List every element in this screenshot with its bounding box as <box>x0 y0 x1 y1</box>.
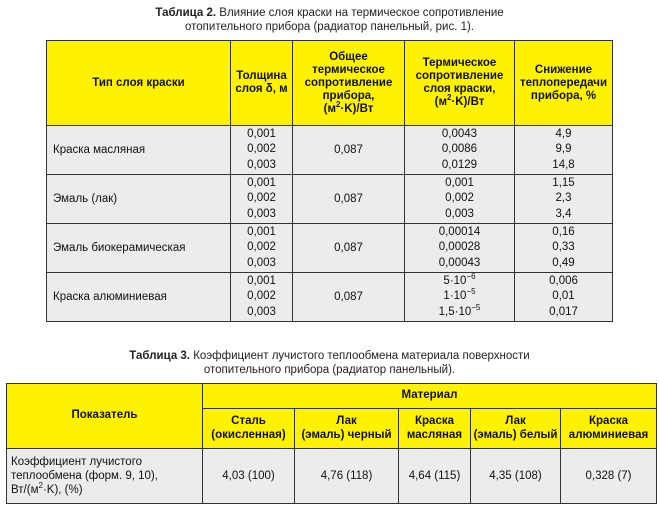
value-oil-paint: 4,64 (115) <box>399 449 471 504</box>
header-paint-resistance <box>405 41 515 126</box>
header-material-steel: Сталь (окисленная) <box>203 409 295 449</box>
header-material-oil-paint: Краска масляная <box>399 409 471 449</box>
thickness-cell: 0,001 0,002 0,003 <box>231 273 293 322</box>
paint-type-cell: Краска масляная <box>47 126 231 175</box>
paint-type-cell: Эмаль (лак) <box>47 175 231 224</box>
header-paint-line: сопротивление <box>415 70 504 82</box>
thickness-cell: 0,001 0,002 0,003 <box>231 224 293 273</box>
header-reduction-line: Снижение <box>534 63 593 76</box>
table3-caption-number: Таблица 3. <box>129 350 190 362</box>
header-paint-type: Тип слоя краски <box>47 41 231 126</box>
header-material-white-lacquer: Лак (эмаль) белый <box>471 409 561 449</box>
header-thickness-line: Толщина <box>236 70 287 82</box>
table2-header-row <box>47 41 613 126</box>
value-steel: 4,03 (100) <box>203 449 295 504</box>
table-row <box>47 126 613 175</box>
total-resistance-cell: 0,087 <box>293 224 405 273</box>
total-resistance-cell: 0,087 <box>293 175 405 224</box>
paint-resistance-cell: 0,00014 0,00028 0,00043 <box>405 224 515 273</box>
header-heat-reduction <box>515 41 613 126</box>
header-total-line: сопротивление <box>304 76 393 89</box>
table3 <box>6 383 657 504</box>
header-total-unit: $(м^2\cdot K)/Вт$ <box>323 99 374 115</box>
table-row <box>7 449 657 504</box>
reduction-cell: 4,9 9,9 14,8 <box>515 126 613 175</box>
table3-caption <box>0 349 659 377</box>
header-paint-unit: $(м^2\cdot K)/Вт$ <box>434 93 485 108</box>
header-paint-line: слоя краски, <box>423 83 496 95</box>
header-material-black-lacquer: Лак (эмаль) черный <box>295 409 399 449</box>
header-material: Материал <box>203 384 657 409</box>
table2-caption-line2: отопительного прибора (радиатор панельный, рис. 1). <box>185 21 474 33</box>
table3-caption-line2: отопительного прибора (радиатор панельный). <box>203 364 456 376</box>
thickness-cell: 0,001 0,002 0,003 <box>231 175 293 224</box>
paint-resistance-cell: 0,0043 0,0086 0,0129 <box>405 126 515 175</box>
paint-type-cell: Краска алюминиевая <box>47 273 231 322</box>
table3-caption-text: Коэффициент лучистого теплообмена материала поверхности <box>190 350 530 362</box>
total-resistance-cell: 0,087 <box>293 273 405 322</box>
header-reduction-line: прибора, % <box>530 89 597 102</box>
header-thickness <box>231 41 293 126</box>
table3-header-row <box>7 384 657 409</box>
table2-caption-number: Таблица 2. <box>155 7 217 19</box>
table2-caption-text: Влияние слоя краски на термическое сопротивление <box>216 7 504 19</box>
paint-type-cell: Эмаль биокерамическая <box>47 224 231 273</box>
header-indicator: Показатель <box>7 384 203 449</box>
header-total-resistance <box>293 41 405 126</box>
header-total-line: прибора, <box>322 89 375 102</box>
table-row <box>47 273 613 322</box>
header-paint-line: Термическое <box>422 57 497 69</box>
paint-resistance-cell: $5\cdot 10^{-6}$ $1\cdot 10^{-5}$ $1,5\cdot 10^{-5}$ <box>405 273 515 322</box>
table2 <box>46 40 613 322</box>
header-total-line: термическое <box>312 63 385 76</box>
value-black-lacquer: 4,76 (118) <box>295 449 399 504</box>
table-row <box>47 175 613 224</box>
header-reduction-line: теплопередачи <box>519 76 608 89</box>
header-thickness-line: слоя δ, м <box>235 83 288 95</box>
total-resistance-cell: 0,087 <box>293 126 405 175</box>
header-material-aluminium-paint: Краска алюминиевая <box>561 409 657 449</box>
value-aluminium-paint: 0,328 (7) <box>561 449 657 504</box>
indicator-label: Коэффициент лучистого теплообмена (форм. 9, 10), $Вт/(м^2\cdot K)$, (%) <box>7 449 203 504</box>
table2-caption <box>0 6 659 34</box>
value-white-lacquer: 4,35 (108) <box>471 449 561 504</box>
table-row <box>47 224 613 273</box>
reduction-cell: 1,15 2,3 3,4 <box>515 175 613 224</box>
reduction-cell: 0,006 0,01 0,017 <box>515 273 613 322</box>
header-total-line: Общее <box>329 50 368 63</box>
thickness-cell: 0,001 0,002 0,003 <box>231 126 293 175</box>
paint-resistance-cell: 0,001 0,002 0,003 <box>405 175 515 224</box>
reduction-cell: 0,16 0,33 0,49 <box>515 224 613 273</box>
